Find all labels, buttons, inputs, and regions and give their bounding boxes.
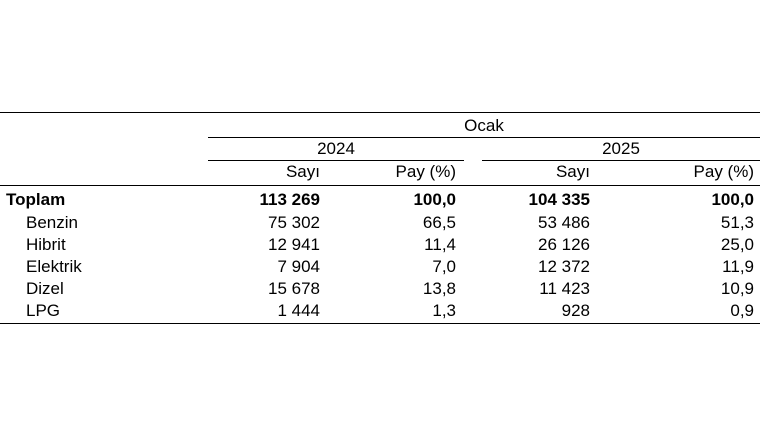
header-bottom-rule: [0, 185, 760, 186]
row-label-hibrit: Hibrit: [26, 235, 66, 254]
year-header-2024: 2024: [317, 139, 355, 158]
cell-benzin-count-2024: 75 302: [268, 213, 320, 232]
cell-lpg-count-2024: 1 444: [277, 301, 320, 320]
table-bottom-rule: [0, 323, 760, 324]
cell-hibrit-count-2024: 12 941: [268, 235, 320, 254]
cell-hibrit-share-2024: 11,4: [424, 235, 456, 254]
cell-lpg-count-2025: 928: [561, 301, 590, 320]
cell-elektrik-share-2025: 11,9: [722, 257, 754, 276]
cell-elektrik-share-2024: 7,0: [432, 257, 456, 276]
total-count-2025: 104 335: [528, 190, 590, 209]
total-share-2025: 100,0: [711, 190, 754, 209]
row-label-lpg: LPG: [26, 301, 61, 320]
cell-dizel-share-2025: 10,9: [720, 279, 754, 298]
total-count-2024: 113 269: [259, 190, 320, 209]
year-2024-rule: [208, 160, 464, 161]
row-label-benzin: Benzin: [26, 213, 78, 232]
month-header-rule: [208, 137, 760, 138]
cell-benzin-share-2024: 66,5: [422, 213, 456, 232]
share-header-2025: Pay (%): [693, 162, 754, 181]
cell-hibrit-count-2025: 26 126: [538, 235, 590, 254]
total-row-label: Toplam: [6, 190, 66, 209]
cell-elektrik-count-2025: 12 372: [538, 257, 590, 276]
year-header-2025: 2025: [602, 139, 640, 158]
count-header-2025: Sayı: [555, 162, 590, 181]
year-2025-rule: [482, 160, 760, 161]
cell-benzin-count-2025: 53 486: [538, 213, 590, 232]
row-label-dizel: Dizel: [26, 279, 64, 298]
cell-hibrit-share-2025: 25,0: [720, 235, 754, 254]
cell-elektrik-count-2024: 7 904: [277, 257, 320, 276]
cell-benzin-share-2025: 51,3: [720, 213, 754, 232]
share-header-2024: Pay (%): [395, 162, 456, 181]
month-header: Ocak: [464, 116, 504, 135]
total-share-2024: 100,0: [413, 190, 456, 209]
cell-dizel-share-2024: 13,8: [422, 279, 456, 298]
cell-lpg-share-2024: 1,3: [432, 301, 456, 320]
count-header-2024: Sayı: [285, 162, 320, 181]
cell-lpg-share-2025: 0,9: [730, 301, 754, 320]
table-top-rule: [0, 112, 760, 113]
cell-dizel-count-2024: 15 678: [268, 279, 320, 298]
row-label-elektrik: Elektrik: [26, 257, 82, 276]
cell-dizel-count-2025: 11 423: [539, 279, 590, 298]
